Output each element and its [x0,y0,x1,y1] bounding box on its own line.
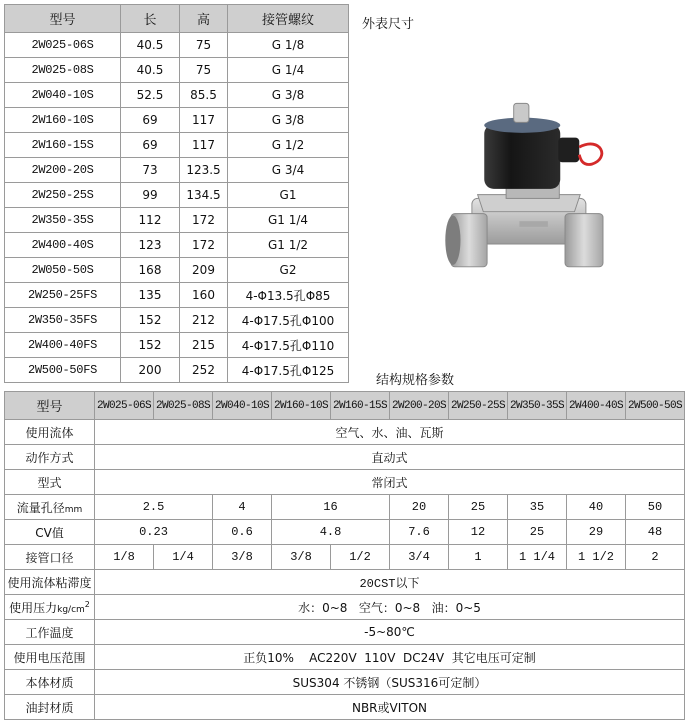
spec-value-cv: 7.6 [390,520,449,545]
header-height: 高 [180,5,228,33]
cell-model: 2W050-50S [5,258,121,283]
spec-header-model-col: 2W040-10S [213,392,272,420]
spec-row-type [5,470,685,495]
spec-value-cv: 12 [449,520,508,545]
spec-header-model-col: 2W025-06S [95,392,154,420]
header-length: 长 [121,5,180,33]
spec-value-orifice: 40 [567,495,626,520]
cell-thread: 4-Φ17.5孔Φ100 [228,308,349,333]
spec-header-model-col: 2W250-25S [449,392,508,420]
spec-header-model-col: 2W350-35S [508,392,567,420]
solenoid-valve-image [432,92,622,282]
cell-model: 2W350-35FS [5,308,121,333]
spec-value-pressure: 水：0~8 空气：0~8 油：0~5 [95,595,685,620]
spec-header-model-col: 2W160-10S [272,392,331,420]
spec-label-type: 型式 [5,470,95,495]
dimension-row [5,133,349,158]
spec-label-temperature: 工作温度 [5,620,95,645]
cell-thread: 4-Φ17.5孔Φ125 [228,358,349,383]
spec-value-orifice: 4 [213,495,272,520]
spec-label-orifice: 流量孔径mm [5,495,95,520]
spec-label-viscosity: 使用流体粘滞度 [5,570,95,595]
spec-header-model: 型号 [5,392,95,420]
spec-value-port: 1/4 [154,545,213,570]
spec-value-orifice: 2.5 [95,495,213,520]
cell-length: 73 [121,158,180,183]
dimension-row [5,233,349,258]
dimension-row [5,258,349,283]
spec-row-fluid [5,420,685,445]
cell-height: 172 [180,233,228,258]
spec-row-port [5,545,685,570]
spec-value-cv: 0.6 [213,520,272,545]
spec-header-row [5,392,685,420]
cell-thread: 4-Φ17.5孔Φ110 [228,333,349,358]
dimension-table-body [5,33,349,383]
cell-length: 168 [121,258,180,283]
spec-row-seal-material [5,695,685,720]
cell-model: 2W160-15S [5,133,121,158]
dimension-row [5,158,349,183]
spec-value-port: 1/8 [95,545,154,570]
cell-thread: G 3/8 [228,83,349,108]
spec-value-orifice: 16 [272,495,390,520]
spec-value-voltage: 正负10% AC220V 110V DC24V 其它电压可定制 [95,645,685,670]
cell-height: 172 [180,208,228,233]
spec-label-seal-material: 油封材质 [5,695,95,720]
spec-header-model-col: 2W400-40S [567,392,626,420]
dimension-row [5,108,349,133]
cell-length: 200 [121,358,180,383]
spec-value-cv: 0.23 [95,520,213,545]
cell-thread: G1 [228,183,349,208]
cell-height: 212 [180,308,228,333]
cell-model: 2W040-10S [5,83,121,108]
cell-model: 2W400-40FS [5,333,121,358]
spec-row-action [5,445,685,470]
spec-header-model-col: 2W500-50S [626,392,685,420]
spec-value-body-material: SUS304 不锈钢（SUS316可定制） [95,670,685,695]
cell-thread: G 3/8 [228,108,349,133]
spec-label-cv: CV值 [5,520,95,545]
spec-value-cv: 29 [567,520,626,545]
header-thread: 接管螺纹 [228,5,349,33]
dimension-table [4,4,349,383]
cell-model: 2W200-20S [5,158,121,183]
cell-height: 252 [180,358,228,383]
cell-height: 134.5 [180,183,228,208]
spec-label-pressure: 使用压力$kg/cm^2$ [5,595,95,620]
spec-row-pressure [5,595,685,620]
cell-thread: G 1/4 [228,58,349,83]
cell-model: 2W025-08S [5,58,121,83]
spec-value-cv: 4.8 [272,520,390,545]
spec-value-orifice: 20 [390,495,449,520]
solenoid-valve-icon [432,92,622,282]
spec-header-model-col: 2W025-08S [154,392,213,420]
spec-table [4,391,685,720]
dimension-row [5,358,349,383]
cell-thread: G 3/4 [228,158,349,183]
dimension-caption: 外表尺寸 [362,17,415,32]
cell-height: 215 [180,333,228,358]
cell-length: 152 [121,308,180,333]
spec-value-type: 常闭式 [95,470,685,495]
spec-caption: 结构规格参数 [376,373,455,388]
cell-length: 135 [121,283,180,308]
spec-value-port: 2 [626,545,685,570]
cell-height: 75 [180,58,228,83]
spec-value-orifice: 25 [449,495,508,520]
spec-value-cv: 48 [626,520,685,545]
spec-label-port: 接管口径 [5,545,95,570]
cell-model: 2W250-25FS [5,283,121,308]
cell-thread: G1 1/4 [228,208,349,233]
cell-model: 2W500-50FS [5,358,121,383]
cell-model: 2W160-10S [5,108,121,133]
cell-thread: G 1/2 [228,133,349,158]
header-model: 型号 [5,5,121,33]
dimension-row [5,283,349,308]
spec-row-body-material [5,670,685,695]
cell-thread: G 1/8 [228,33,349,58]
spec-header-model-col: 2W160-15S [331,392,390,420]
spec-value-port: 1 [449,545,508,570]
dimension-row [5,308,349,333]
spec-value-action: 直动式 [95,445,685,470]
spec-row-cv [5,520,685,545]
spec-row-voltage [5,645,685,670]
spec-header-model-col: 2W200-20S [390,392,449,420]
spec-value-viscosity: 20CST以下 [95,570,685,595]
spec-value-port: 3/8 [213,545,272,570]
dimension-row [5,183,349,208]
cell-length: 40.5 [121,33,180,58]
spec-value-seal-material: NBR或VITON [95,695,685,720]
spec-value-temperature: -5~80℃ [95,620,685,645]
cell-height: 85.5 [180,83,228,108]
cell-length: 69 [121,133,180,158]
cell-length: 52.5 [121,83,180,108]
cell-height: 117 [180,133,228,158]
cell-model: 2W025-06S [5,33,121,58]
dimension-header-row [5,5,349,33]
spec-value-orifice: 50 [626,495,685,520]
cell-thread: 4-Φ13.5孔Φ85 [228,283,349,308]
dimension-row [5,83,349,108]
spec-label-voltage: 使用电压范围 [5,645,95,670]
spec-value-port: 3/8 [272,545,331,570]
cell-length: 152 [121,333,180,358]
cell-thread: G1 1/2 [228,233,349,258]
spec-value-port: 1/2 [331,545,390,570]
cell-length: 99 [121,183,180,208]
cell-length: 69 [121,108,180,133]
dimension-row [5,58,349,83]
cell-thread: G2 [228,258,349,283]
dimension-row [5,333,349,358]
spec-value-orifice: 35 [508,495,567,520]
spec-row-temperature [5,620,685,645]
unit-mm: mm [64,504,83,515]
unit-kgcm: kg/cm [57,604,85,615]
spec-label-body-material: 本体材质 [5,670,95,695]
cell-model: 2W350-35S [5,208,121,233]
cell-height: 160 [180,283,228,308]
spec-value-port: 1 1/4 [508,545,567,570]
cell-length: 40.5 [121,58,180,83]
spec-value-fluid: 空气、水、油、瓦斯 [95,420,685,445]
cell-height: 75 [180,33,228,58]
cell-model: 2W250-25S [5,183,121,208]
cell-length: 112 [121,208,180,233]
dimension-row [5,208,349,233]
spec-row-orifice [5,495,685,520]
cell-height: 209 [180,258,228,283]
spec-row-viscosity [5,570,685,595]
spec-value-cv: 25 [508,520,567,545]
dimension-row [5,33,349,58]
cell-length: 123 [121,233,180,258]
cell-model: 2W400-40S [5,233,121,258]
spec-value-port: 3/4 [390,545,449,570]
spec-label-action: 动作方式 [5,445,95,470]
spec-label-fluid: 使用流体 [5,420,95,445]
spec-value-port: 1 1/2 [567,545,626,570]
cell-height: 123.5 [180,158,228,183]
cell-height: 117 [180,108,228,133]
